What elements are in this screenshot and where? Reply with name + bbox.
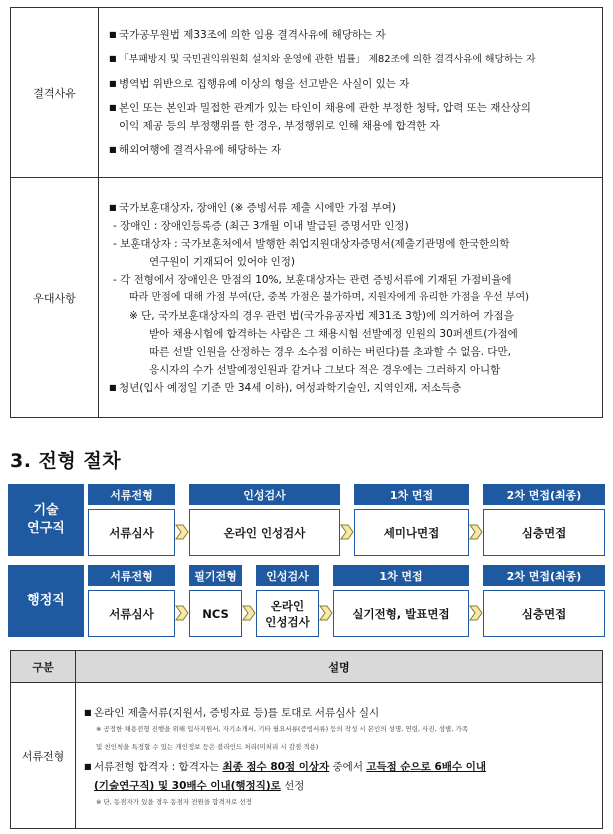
header-description: 설명 <box>328 660 350 674</box>
flow-admin <box>8 565 605 637</box>
stage-head: 1차 면접 <box>354 484 469 505</box>
list-item-continued: (기술연구직) 및 30배수 이내(행정직)로 선정 <box>94 780 305 792</box>
stage-head: 2차 면접(최종) <box>483 565 605 586</box>
stage-box: 온라인 인성검사 <box>256 590 319 637</box>
note-line: ※ 단, 동점자가 있을 경우 동점자 전원을 합격자로 선정 <box>96 798 252 806</box>
flow-research <box>8 484 605 556</box>
flow-label-admin: 행정직 <box>8 565 84 637</box>
stage-head: 인성검사 <box>189 484 340 505</box>
arrow-right-icon <box>340 524 354 540</box>
list-item: ■ 서류전형 합격자 : 합격자는 최종 점수 80점 이상자 중에서 고득점 순으로 6배수 이내 <box>84 757 594 777</box>
disqualification-label: 결격사유 <box>11 8 99 177</box>
stage-box: 세미나면접 <box>354 509 469 556</box>
screening-table <box>10 650 603 829</box>
section-title: 3. 전형 절차 <box>10 450 122 472</box>
note-line: ※ 공정한 채용전형 진행을 위해 입사지원서, 자기소개서, 기타 필요서류(증빙서류) 등의 작성 시 본인의 성명, 연령, 사진, 성별, 가족 <box>96 725 468 733</box>
stage-box: NCS <box>189 590 242 637</box>
list-item: ■ 병역법 위반으로 집행유예 이상의 형을 선고받은 사실이 있는 자 <box>109 75 594 93</box>
arrow-right-icon <box>469 524 483 540</box>
stage-head: 인성검사 <box>256 565 319 586</box>
note-line: 받아 채용시험에 합격하는 사람은 그 채용시험 선발예정 인원의 30퍼센트(가점에 <box>149 328 518 340</box>
stage-head: 서류전형 <box>88 565 175 586</box>
bullet-icon: ■ <box>109 54 117 63</box>
list-item: ■ 「부패방지 및 국민권익위원회 설치와 운영에 관한 법률」 제82조에 의한 결격사유에 해당하는 자 <box>109 50 594 69</box>
table-header <box>11 651 602 683</box>
list-item: ■ 국가보훈대상자, 장애인 (※ 증빙서류 제출 시에만 가점 부여) <box>109 199 594 217</box>
row-content <box>76 683 602 828</box>
list-item-continued: 이익 제공 등의 부정행위를 한 경우, 부정행위로 인해 채용에 합격한 자 <box>119 120 440 132</box>
disqualification-row <box>11 8 602 178</box>
bullet-icon: ■ <box>84 762 92 771</box>
stage-box: 서류심사 <box>88 590 175 637</box>
row-label: 서류전형 <box>11 683 76 828</box>
stage-head: 2차 면접(최종) <box>483 484 605 505</box>
list-subitem: - 보훈대상자 : 국가보훈처에서 발행한 취업지원대상자증명서(제출기관명에 한국한의학 <box>113 238 510 250</box>
header-category: 구분 <box>11 651 76 682</box>
bullet-icon: ■ <box>109 103 117 112</box>
arrow-right-icon <box>175 524 189 540</box>
stage-head: 1차 면접 <box>333 565 469 586</box>
stage-head: 필기전형 <box>189 565 242 586</box>
stage-head: 서류전형 <box>88 484 175 505</box>
list-subitem: - 각 전형에서 장애인은 만점의 10%, 보훈대상자는 관련 증빙서류에 기재된 가점비율에 <box>113 274 512 286</box>
list-subitem: - 장애인 : 장애인등록증 (최근 3개월 이내 발급된 증명서만 인정) <box>113 220 409 232</box>
stage-box: 온라인 인성검사 <box>189 509 340 556</box>
stage-box: 심층면접 <box>483 590 605 637</box>
preference-content <box>99 178 602 418</box>
preference-label: 우대사항 <box>11 178 99 418</box>
eligibility-table <box>10 7 603 418</box>
list-item: ■ 해외여행에 결격사유에 해당하는 자 <box>109 141 594 159</box>
bullet-icon: ■ <box>109 383 117 392</box>
bullet-icon: ■ <box>109 203 117 212</box>
note-line: 따른 선발 인원을 산정하는 경우 소수점 이하는 버린다)를 초과할 수 없음. 다만, <box>149 346 511 358</box>
preference-row <box>11 178 602 418</box>
bullet-icon: ■ <box>109 79 117 88</box>
note-line: 응시자의 수가 선발예정인원과 같거나 그보다 적은 경우에는 그러하지 아니함 <box>149 364 501 376</box>
arrow-right-icon <box>175 605 189 621</box>
stage-box: 서류심사 <box>88 509 175 556</box>
stage-box: 심층면접 <box>483 509 605 556</box>
list-item: ■ 온라인 제출서류(지원서, 증빙자료 등)를 토대로 서류심사 실시 <box>84 703 594 723</box>
stage-box: 실기전형, 발표면접 <box>333 590 469 637</box>
bullet-icon: ■ <box>109 145 117 154</box>
flow-label-research: 기술 연구직 <box>8 484 84 556</box>
note-line: ※ 단, 국가보훈대상자의 경우 관련 법(국가유공자법 제31조 3항)에 의거하여 가점을 <box>129 310 514 322</box>
arrow-right-icon <box>242 605 256 621</box>
list-subitem-continued: 연구원이 기재되어 있어야 인정) <box>149 256 295 268</box>
disqualification-content <box>99 8 602 177</box>
bullet-icon: ■ <box>109 30 117 39</box>
list-item: ■ 국가공무원법 제33조에 의한 임용 결격사유에 해당하는 자 <box>109 26 594 44</box>
bullet-icon: ■ <box>84 708 92 717</box>
arrow-right-icon <box>469 605 483 621</box>
arrow-right-icon <box>319 605 333 621</box>
list-item: ■ 청년(입사 예정일 기준 만 34세 이하), 여성과학기술인, 지역인재, 저소득층 <box>109 379 594 397</box>
list-subitem-continued: 따라 만점에 대해 가점 부여(단, 중복 가점은 불가하며, 지원자에게 유리한 가점을 우선 부여) <box>129 292 530 303</box>
list-item: ■ 본인 또는 본인과 밀접한 관계가 있는 타인이 채용에 관한 부정한 청탁, 압력 또는 재산상의 <box>109 99 594 117</box>
table-row <box>11 683 602 828</box>
note-line: 및 친인척을 특정할 수 있는 개인정보 등은 블라인드 처리(미처리 시 감점 적용) <box>96 743 319 751</box>
